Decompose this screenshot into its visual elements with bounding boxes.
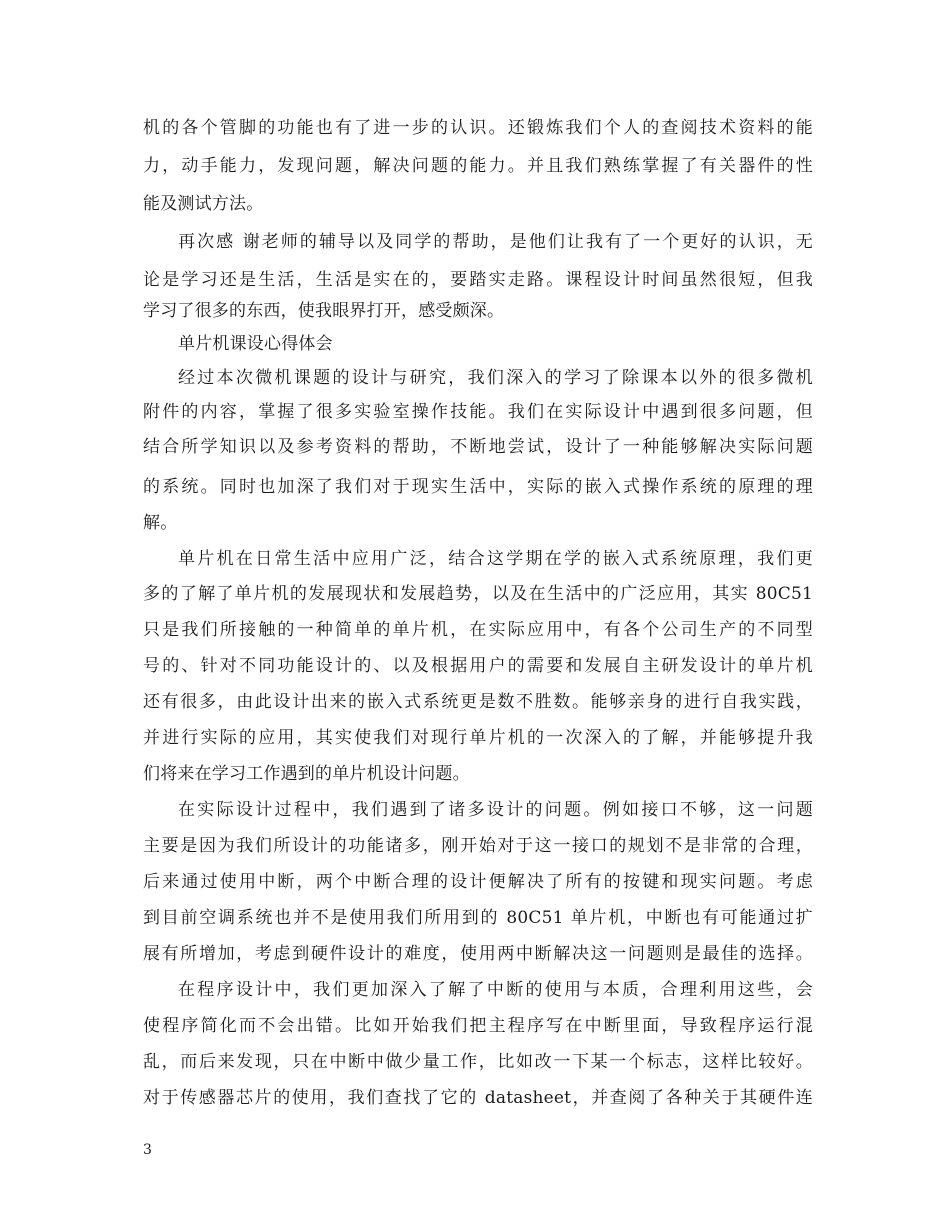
text-line: 学习了很多的东西，使我眼界打开，感受颇深。 — [143, 301, 505, 321]
text-line: 还有很多，由此设计出来的嵌入式系统更是数不胜数。能够亲身的进行自我实践， — [143, 692, 813, 712]
text-line: 们将来在学习工作遇到的单片机设计问题。 — [143, 764, 470, 784]
text-line: 能及测试方法。 — [143, 194, 264, 214]
text-line: 力，动手能力，发现问题，解决问题的能力。并且我们熟练掌握了有关器件的性 — [143, 156, 813, 176]
text-line: 附件的内容，掌握了很多实验室操作技能。我们在实际设计中遇到很多问题，但 — [143, 402, 813, 422]
text-line: 在程序设计中，我们更加深入了解了中断的使用与本质，合理利用这些，会 — [178, 980, 813, 1000]
text-line: 结合所学知识以及参考资料的帮助，不断地尝试，设计了一种能够解决实际问题 — [143, 437, 813, 457]
text-line: 主要是因为我们所设计的功能诸多，刚开始对于这一接口的规划不是非常的合理， — [143, 836, 813, 856]
text-line: 并进行实际的应用，其实使我们对现行单片机的一次深入的了解，并能够提升我 — [143, 728, 813, 748]
text-line: 号的、针对不同功能设计的、以及根据用户的需要和发展自主研发设计的单片机 — [143, 656, 813, 676]
text-line: 解。 — [143, 513, 178, 533]
text-line: 在实际设计过程中，我们遇到了诸多设计的问题。例如接口不够，这一问题 — [178, 800, 813, 820]
text-line: 多的了解了单片机的发展现状和发展趋势，以及在生活中的广泛应用，其实 80C51 — [143, 584, 813, 604]
page-number: 3 — [143, 1142, 152, 1158]
text-line: 再次感 谢老师的辅导以及同学的帮助，是他们让我有了一个更好的认识，无 — [178, 232, 813, 252]
text-line: 机的各个管脚的功能也有了进一步的认识。还锻炼我们个人的查阅技术资料的能 — [143, 118, 813, 138]
text-line: 的系统。同时也加深了我们对于现实生活中，实际的嵌入式操作系统的原理的理 — [143, 477, 813, 497]
section-heading: 单片机课设心得体会 — [178, 334, 333, 354]
text-line: 后来通过使用中断，两个中断合理的设计便解决了所有的按键和现实问题。考虑 — [143, 872, 813, 892]
text-line: 只是我们所接触的一种简单的单片机，在实际应用中，有各个公司生产的不同型 — [143, 620, 813, 640]
text-line: 展有所增加，考虑到硬件设计的难度，使用两中断解决这一问题则是最佳的选择。 — [143, 944, 813, 964]
text-line: 到目前空调系统也并不是使用我们所用到的 80C51 单片机，中断也有可能通过扩 — [143, 908, 813, 928]
text-line: 经过本次微机课题的设计与研究，我们深入的学习了除课本以外的很多微机 — [178, 368, 813, 388]
text-line: 对于传感器芯片的使用，我们查找了它的 datasheet，并查阅了各种关于其硬件连 — [143, 1088, 813, 1108]
text-line: 单片机在日常生活中应用广泛，结合这学期在学的嵌入式系统原理，我们更 — [178, 549, 813, 569]
text-line: 使程序简化而不会出错。比如开始我们把主程序写在中断里面，导致程序运行混 — [143, 1016, 813, 1036]
text-line: 乱，而后来发现，只在中断中做少量工作，比如改一下某一个标志，这样比较好。 — [143, 1052, 813, 1072]
text-line: 论是学习还是生活，生活是实在的，要踏实走路。课程设计时间虽然很短，但我 — [143, 270, 813, 290]
